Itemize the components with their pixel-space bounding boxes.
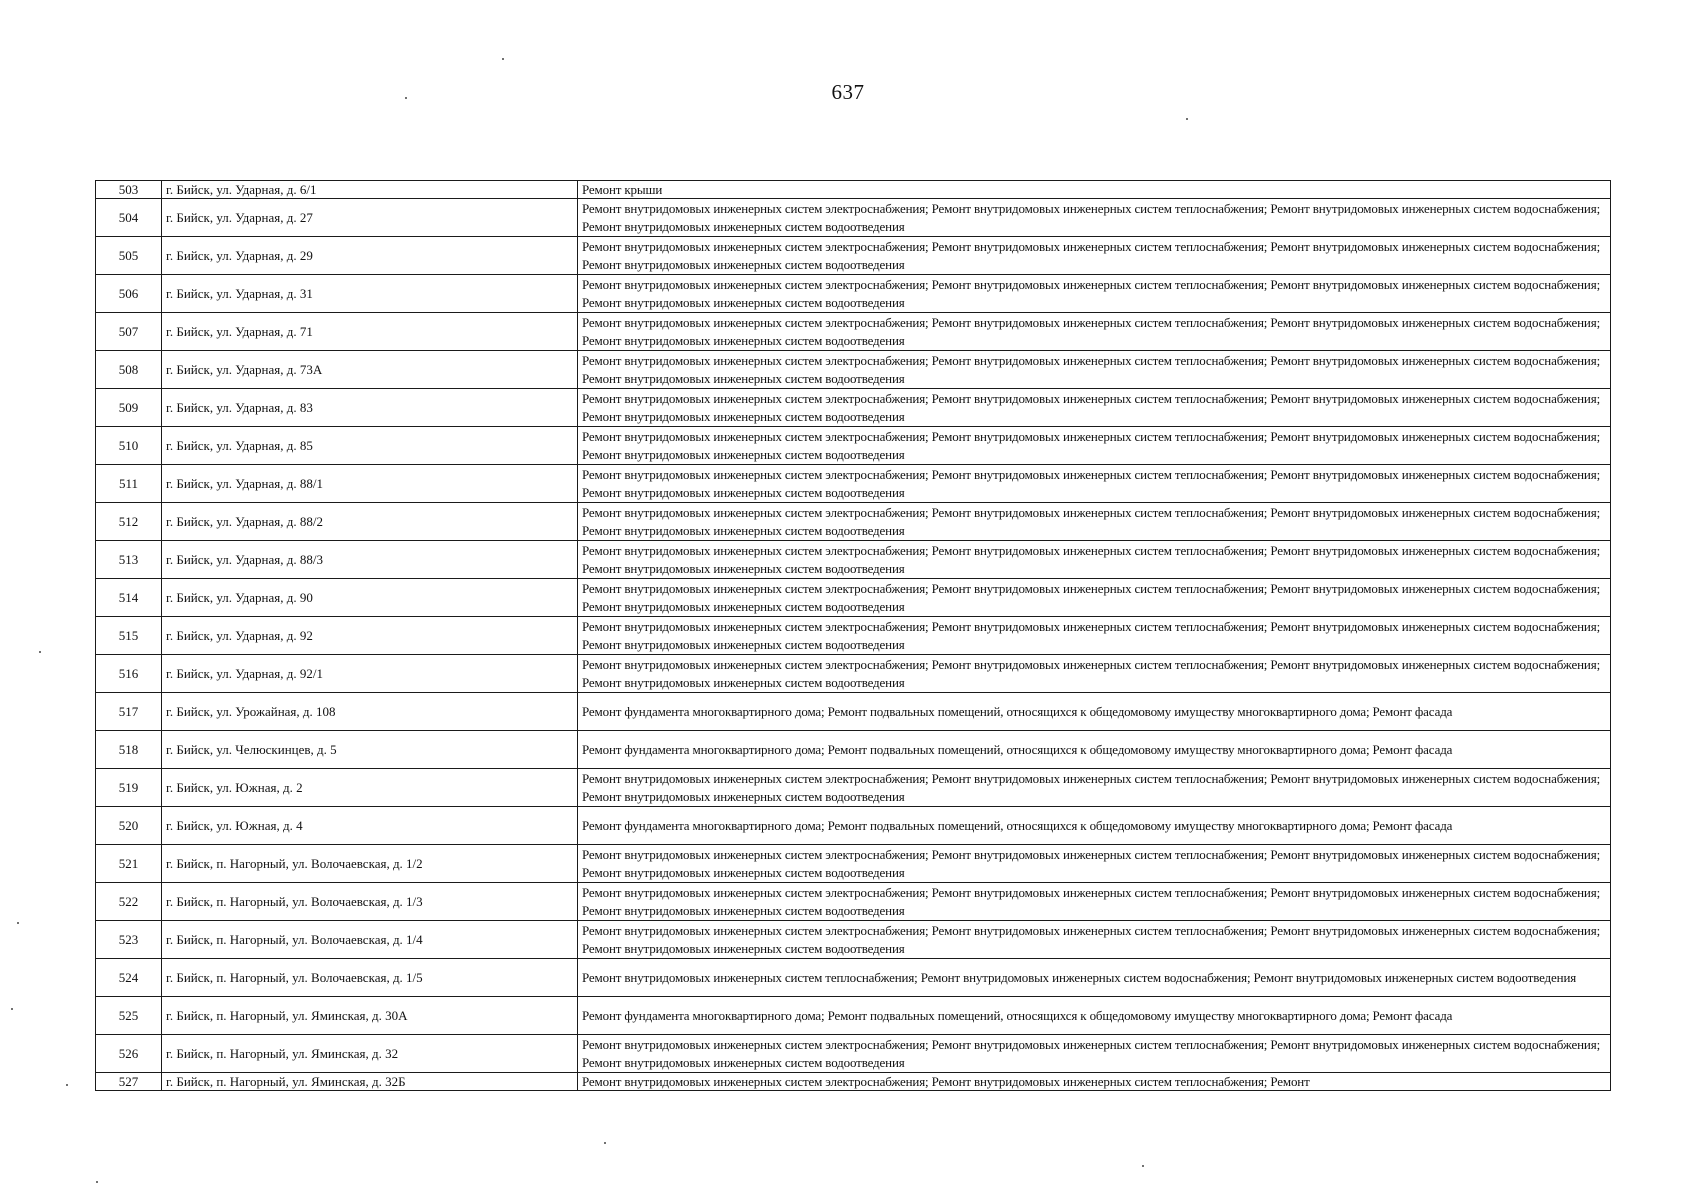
- row-works: Ремонт внутридомовых инженерных систем электроснабжения; Ремонт внутридомовых инженерных систем теплоснабжения; Ремонт внутридомовых инженерных систем водоснабжения; Ремонт внутридомовых инженерных систем водоотведения: [578, 351, 1611, 389]
- table-row: [96, 845, 1611, 883]
- row-number: 524: [96, 959, 162, 997]
- scan-speck: [405, 97, 407, 99]
- scan-speck: [1142, 1165, 1144, 1167]
- table-row: [96, 503, 1611, 541]
- row-number: 518: [96, 731, 162, 769]
- row-number: 506: [96, 275, 162, 313]
- table-row: [96, 731, 1611, 769]
- row-number: 514: [96, 579, 162, 617]
- row-number: 526: [96, 1035, 162, 1073]
- row-address: г. Бийск, ул. Ударная, д. 90: [162, 579, 578, 617]
- row-number: 523: [96, 921, 162, 959]
- row-address: г. Бийск, ул. Ударная, д. 88/3: [162, 541, 578, 579]
- row-number: 517: [96, 693, 162, 731]
- scan-speck: [604, 1142, 606, 1144]
- row-works: Ремонт внутридомовых инженерных систем электроснабжения; Ремонт внутридомовых инженерных систем теплоснабжения; Ремонт внутридомовых инженерных систем водоснабжения; Ремонт внутридомовых инженерных систем водоотведения: [578, 313, 1611, 351]
- table-row: [96, 1073, 1611, 1091]
- table-row: [96, 807, 1611, 845]
- table-row: [96, 275, 1611, 313]
- row-address: г. Бийск, ул. Ударная, д. 27: [162, 199, 578, 237]
- row-address: г. Бийск, ул. Ударная, д. 85: [162, 427, 578, 465]
- scan-speck: [17, 922, 19, 924]
- row-works: Ремонт внутридомовых инженерных систем электроснабжения; Ремонт внутридомовых инженерных систем теплоснабжения; Ремонт: [578, 1073, 1611, 1091]
- row-address: г. Бийск, ул. Ударная, д. 71: [162, 313, 578, 351]
- table-row: [96, 1035, 1611, 1073]
- table-row: [96, 579, 1611, 617]
- row-address: г. Бийск, ул. Ударная, д. 6/1: [162, 181, 578, 199]
- row-works: Ремонт внутридомовых инженерных систем электроснабжения; Ремонт внутридомовых инженерных систем теплоснабжения; Ремонт внутридомовых инженерных систем водоснабжения; Ремонт внутридомовых инженерных систем водоотведения: [578, 541, 1611, 579]
- table-row: [96, 199, 1611, 237]
- row-address: г. Бийск, ул. Ударная, д. 92: [162, 617, 578, 655]
- row-works: Ремонт внутридомовых инженерных систем электроснабжения; Ремонт внутридомовых инженерных систем теплоснабжения; Ремонт внутридомовых инженерных систем водоснабжения; Ремонт внутридомовых инженерных систем водоотведения: [578, 921, 1611, 959]
- row-works: Ремонт внутридомовых инженерных систем электроснабжения; Ремонт внутридомовых инженерных систем теплоснабжения; Ремонт внутридомовых инженерных систем водоснабжения; Ремонт внутридомовых инженерных систем водоотведения: [578, 845, 1611, 883]
- row-number: 507: [96, 313, 162, 351]
- row-works: Ремонт фундамента многоквартирного дома; Ремонт подвальных помещений, относящихся к общедомовому имуществу многоквартирного дома; Ремонт фасада: [578, 731, 1611, 769]
- row-address: г. Бийск, ул. Ударная, д. 31: [162, 275, 578, 313]
- row-works: Ремонт внутридомовых инженерных систем электроснабжения; Ремонт внутридомовых инженерных систем теплоснабжения; Ремонт внутридомовых инженерных систем водоснабжения; Ремонт внутридомовых инженерных систем водоотведения: [578, 1035, 1611, 1073]
- row-number: 505: [96, 237, 162, 275]
- row-number: 504: [96, 199, 162, 237]
- row-address: г. Бийск, ул. Урожайная, д. 108: [162, 693, 578, 731]
- row-address: г. Бийск, ул. Южная, д. 4: [162, 807, 578, 845]
- row-works: Ремонт фундамента многоквартирного дома; Ремонт подвальных помещений, относящихся к общедомовому имуществу многоквартирного дома; Ремонт фасада: [578, 997, 1611, 1035]
- scan-speck: [66, 1084, 68, 1086]
- table-row: [96, 997, 1611, 1035]
- row-works: Ремонт внутридомовых инженерных систем теплоснабжения; Ремонт внутридомовых инженерных систем водоснабжения; Ремонт внутридомовых инженерных систем водоотведения: [578, 959, 1611, 997]
- scan-speck: [39, 651, 41, 653]
- row-works: Ремонт крыши: [578, 181, 1611, 199]
- row-works: Ремонт внутридомовых инженерных систем электроснабжения; Ремонт внутридомовых инженерных систем теплоснабжения; Ремонт внутридомовых инженерных систем водоснабжения; Ремонт внутридомовых инженерных систем водоотведения: [578, 769, 1611, 807]
- row-number: 522: [96, 883, 162, 921]
- row-number: 521: [96, 845, 162, 883]
- row-works: Ремонт внутридомовых инженерных систем электроснабжения; Ремонт внутридомовых инженерных систем теплоснабжения; Ремонт внутридомовых инженерных систем водоснабжения; Ремонт внутридомовых инженерных систем водоотведения: [578, 503, 1611, 541]
- table-row: [96, 389, 1611, 427]
- row-works: Ремонт внутридомовых инженерных систем электроснабжения; Ремонт внутридомовых инженерных систем теплоснабжения; Ремонт внутридомовых инженерных систем водоснабжения; Ремонт внутридомовых инженерных систем водоотведения: [578, 617, 1611, 655]
- row-number: 527: [96, 1073, 162, 1091]
- row-works: Ремонт внутридомовых инженерных систем электроснабжения; Ремонт внутридомовых инженерных систем теплоснабжения; Ремонт внутридомовых инженерных систем водоснабжения; Ремонт внутридомовых инженерных систем водоотведения: [578, 237, 1611, 275]
- row-works: Ремонт внутридомовых инженерных систем электроснабжения; Ремонт внутридомовых инженерных систем теплоснабжения; Ремонт внутридомовых инженерных систем водоснабжения; Ремонт внутридомовых инженерных систем водоотведения: [578, 199, 1611, 237]
- table-row: [96, 237, 1611, 275]
- page-number: 637: [831, 80, 865, 104]
- row-address: г. Бийск, п. Нагорный, ул. Волочаевская, д. 1/4: [162, 921, 578, 959]
- table-row: [96, 351, 1611, 389]
- row-number: 513: [96, 541, 162, 579]
- row-number: 509: [96, 389, 162, 427]
- table-row: [96, 883, 1611, 921]
- row-address: г. Бийск, ул. Ударная, д. 88/2: [162, 503, 578, 541]
- row-number: 508: [96, 351, 162, 389]
- row-address: г. Бийск, ул. Ударная, д. 73А: [162, 351, 578, 389]
- table-row: [96, 959, 1611, 997]
- scan-speck: [96, 1181, 98, 1183]
- row-address: г. Бийск, ул. Ударная, д. 29: [162, 237, 578, 275]
- row-number: 525: [96, 997, 162, 1035]
- row-works: Ремонт внутридомовых инженерных систем электроснабжения; Ремонт внутридомовых инженерных систем теплоснабжения; Ремонт внутридомовых инженерных систем водоснабжения; Ремонт внутридомовых инженерных систем водоотведения: [578, 389, 1611, 427]
- table-row: [96, 769, 1611, 807]
- table-row: [96, 181, 1611, 199]
- repair-registry-table: [95, 180, 1611, 1091]
- table-row: [96, 617, 1611, 655]
- scan-speck: [502, 58, 504, 60]
- scan-speck: [11, 1008, 13, 1010]
- row-works: Ремонт внутридомовых инженерных систем электроснабжения; Ремонт внутридомовых инженерных систем теплоснабжения; Ремонт внутридомовых инженерных систем водоснабжения; Ремонт внутридомовых инженерных систем водоотведения: [578, 579, 1611, 617]
- row-works: Ремонт внутридомовых инженерных систем электроснабжения; Ремонт внутридомовых инженерных систем теплоснабжения; Ремонт внутридомовых инженерных систем водоснабжения; Ремонт внутридомовых инженерных систем водоотведения: [578, 883, 1611, 921]
- row-address: г. Бийск, п. Нагорный, ул. Яминская, д. 30А: [162, 997, 578, 1035]
- row-address: г. Бийск, п. Нагорный, ул. Волочаевская, д. 1/5: [162, 959, 578, 997]
- scan-speck: [1186, 118, 1188, 120]
- row-address: г. Бийск, ул. Ударная, д. 88/1: [162, 465, 578, 503]
- row-number: 515: [96, 617, 162, 655]
- row-address: г. Бийск, ул. Южная, д. 2: [162, 769, 578, 807]
- row-works: Ремонт фундамента многоквартирного дома; Ремонт подвальных помещений, относящихся к общедомовому имуществу многоквартирного дома; Ремонт фасада: [578, 693, 1611, 731]
- table-row: [96, 313, 1611, 351]
- table-row: [96, 921, 1611, 959]
- registry-body: [96, 181, 1611, 1091]
- row-address: г. Бийск, п. Нагорный, ул. Волочаевская, д. 1/2: [162, 845, 578, 883]
- table-row: [96, 693, 1611, 731]
- row-address: г. Бийск, п. Нагорный, ул. Яминская, д. 32: [162, 1035, 578, 1073]
- table-row: [96, 465, 1611, 503]
- row-address: г. Бийск, ул. Челюскинцев, д. 5: [162, 731, 578, 769]
- table-row: [96, 655, 1611, 693]
- row-number: 520: [96, 807, 162, 845]
- row-number: 503: [96, 181, 162, 199]
- row-number: 516: [96, 655, 162, 693]
- table-row: [96, 541, 1611, 579]
- row-number: 519: [96, 769, 162, 807]
- row-works: Ремонт внутридомовых инженерных систем электроснабжения; Ремонт внутридомовых инженерных систем теплоснабжения; Ремонт внутридомовых инженерных систем водоснабжения; Ремонт внутридомовых инженерных систем водоотведения: [578, 427, 1611, 465]
- table-row: [96, 427, 1611, 465]
- row-address: г. Бийск, п. Нагорный, ул. Волочаевская, д. 1/3: [162, 883, 578, 921]
- row-number: 510: [96, 427, 162, 465]
- row-number: 512: [96, 503, 162, 541]
- row-works: Ремонт внутридомовых инженерных систем электроснабжения; Ремонт внутридомовых инженерных систем теплоснабжения; Ремонт внутридомовых инженерных систем водоснабжения; Ремонт внутридомовых инженерных систем водоотведения: [578, 655, 1611, 693]
- row-works: Ремонт фундамента многоквартирного дома; Ремонт подвальных помещений, относящихся к общедомовому имуществу многоквартирного дома; Ремонт фасада: [578, 807, 1611, 845]
- row-number: 511: [96, 465, 162, 503]
- row-address: г. Бийск, ул. Ударная, д. 92/1: [162, 655, 578, 693]
- row-address: г. Бийск, ул. Ударная, д. 83: [162, 389, 578, 427]
- row-works: Ремонт внутридомовых инженерных систем электроснабжения; Ремонт внутридомовых инженерных систем теплоснабжения; Ремонт внутридомовых инженерных систем водоснабжения; Ремонт внутридомовых инженерных систем водоотведения: [578, 465, 1611, 503]
- row-address: г. Бийск, п. Нагорный, ул. Яминская, д. 32Б: [162, 1073, 578, 1091]
- row-works: Ремонт внутридомовых инженерных систем электроснабжения; Ремонт внутридомовых инженерных систем теплоснабжения; Ремонт внутридомовых инженерных систем водоснабжения; Ремонт внутридомовых инженерных систем водоотведения: [578, 275, 1611, 313]
